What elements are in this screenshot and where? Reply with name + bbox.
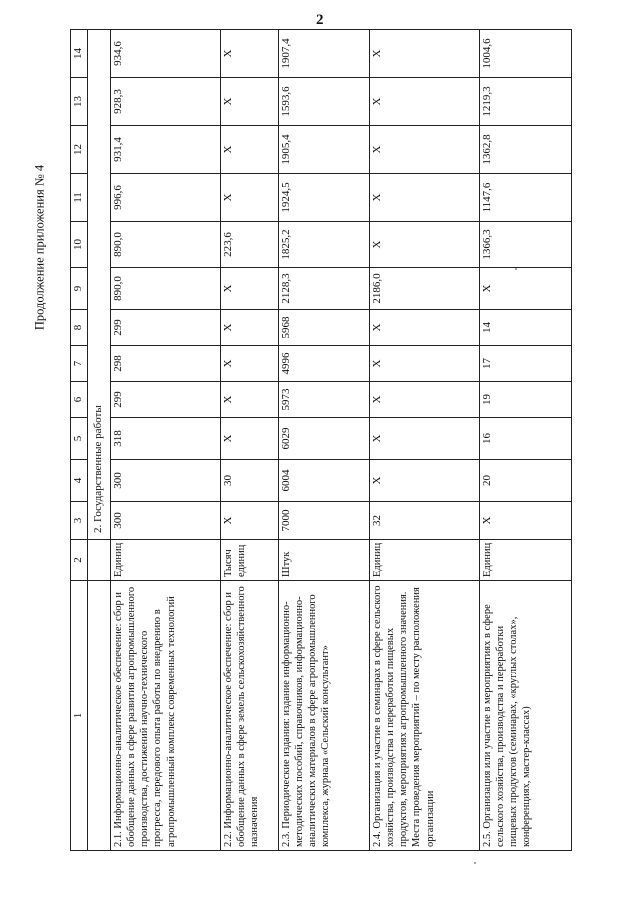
data-table xyxy=(70,29,572,851)
table-cell: X xyxy=(480,502,572,540)
table-cell: X xyxy=(480,268,572,310)
table-cell: 890,0 xyxy=(111,268,221,310)
column-header: 5 xyxy=(71,418,88,460)
table-row xyxy=(480,30,572,851)
table-cell: X xyxy=(221,502,279,540)
page-number: 2 xyxy=(316,12,324,28)
table-cell: 2186,0 xyxy=(370,268,480,310)
table-cell: 931,4 xyxy=(111,126,221,174)
table-cell: 5973 xyxy=(279,382,370,418)
table-cell: 299 xyxy=(111,310,221,346)
table-cell: 4996 xyxy=(279,346,370,382)
section-spacer xyxy=(88,581,111,851)
column-header: 9 xyxy=(71,268,88,310)
row-name: 2.1. Информационно-аналитическое обеспечение: сбор и обобщение данных в сфере развития агропромышленного производства, достижений научно-технического прогресса, передового опыта работы по внедрению в агропромышленный комплекс современных технологий xyxy=(111,581,221,851)
continuation-wrap xyxy=(30,40,50,460)
table-cell: 1593,6 xyxy=(279,78,370,126)
table-cell: 14 xyxy=(480,310,572,346)
table-cell: 5968 xyxy=(279,310,370,346)
table-cell: 928,3 xyxy=(111,78,221,126)
column-header: 6 xyxy=(71,382,88,418)
table-cell: 934,6 xyxy=(111,30,221,78)
row-name: 2.5. Организация или участие в мероприятиях в сфере сельского хозяйства, производства и переработки пищевых продуктов (семинарах, «круглых столах», конференциях, мастер-классах) xyxy=(480,581,572,851)
table-cell: X xyxy=(370,126,480,174)
table-cell: X xyxy=(370,174,480,222)
table-cell: 299 xyxy=(111,382,221,418)
table-cell: 16 xyxy=(480,418,572,460)
table-row xyxy=(279,30,370,851)
table-cell: X xyxy=(370,310,480,346)
column-header: 4 xyxy=(71,460,88,502)
table-cell: 2128,3 xyxy=(279,268,370,310)
table-cell: X xyxy=(221,78,279,126)
table-row xyxy=(221,30,279,851)
table-cell: X xyxy=(221,126,279,174)
section-row xyxy=(88,30,111,851)
column-header: 3 xyxy=(71,502,88,540)
continuation-note: Продолжение приложения № 4 xyxy=(32,164,47,331)
scan-speck xyxy=(474,862,476,864)
table-cell: X xyxy=(370,30,480,78)
table-cell: 1905,4 xyxy=(279,126,370,174)
table-cell: 1219,3 xyxy=(480,78,572,126)
column-header: 7 xyxy=(71,346,88,382)
table-cell: X xyxy=(221,346,279,382)
table-cell: 1147,6 xyxy=(480,174,572,222)
table-cell: 1004,6 xyxy=(480,30,572,78)
table-cell: 17 xyxy=(480,346,572,382)
table-cell: X xyxy=(370,382,480,418)
row-unit: Штук xyxy=(279,540,370,581)
row-name: 2.4. Организация и участие в семинарах в сфере сельского хозяйства, производства и переработки пищевых продуктов, мероприятиях агропромышленного значения. Места проведения мероприятий – по месту расположения организации xyxy=(370,581,480,851)
column-header: 10 xyxy=(71,222,88,268)
column-header: 11 xyxy=(71,174,88,222)
table-cell: 298 xyxy=(111,346,221,382)
table-cell: 223,6 xyxy=(221,222,279,268)
table-cell: 19 xyxy=(480,382,572,418)
table-cell: X xyxy=(221,418,279,460)
column-header: 14 xyxy=(71,30,88,78)
table-cell: X xyxy=(370,418,480,460)
table-row xyxy=(111,30,221,851)
row-name: 2.3. Периодические издания: издание информационно-методических пособий, справочников, информационно-аналитических материалов в сфере агропромышленного комплекса, журнала «Сельский консультант» xyxy=(279,581,370,851)
table-cell: X xyxy=(370,460,480,502)
table-cell: X xyxy=(370,222,480,268)
section-spacer xyxy=(88,540,111,581)
table-cell: 7000 xyxy=(279,502,370,540)
table-cell: X xyxy=(221,174,279,222)
column-header: 12 xyxy=(71,126,88,174)
table-cell: 996,6 xyxy=(111,174,221,222)
table-row xyxy=(370,30,480,851)
column-header: 13 xyxy=(71,78,88,126)
table-cell: 1924,5 xyxy=(279,174,370,222)
row-unit: Единиц xyxy=(111,540,221,581)
table-cell: 6004 xyxy=(279,460,370,502)
row-unit: Единиц xyxy=(370,540,480,581)
table-cell: X xyxy=(370,78,480,126)
table-cell: X xyxy=(221,382,279,418)
section-title: 2. Государственные работы xyxy=(88,30,111,540)
table-cell: 6029 xyxy=(279,418,370,460)
table-cell: 20 xyxy=(480,460,572,502)
table-cell: 300 xyxy=(111,460,221,502)
row-unit: Единиц xyxy=(480,540,572,581)
row-unit: Тысяч единиц xyxy=(221,540,279,581)
table-cell: 1907,4 xyxy=(279,30,370,78)
rotated-table-container xyxy=(70,30,558,851)
table-cell: 318 xyxy=(111,418,221,460)
row-name: 2.2. Информационно-аналитическое обеспечение: сбор и обобщение данных в сфере земель сельскохозяйственного назначения xyxy=(221,581,279,851)
table-cell: 32 xyxy=(370,502,480,540)
column-header: 1 xyxy=(71,581,88,851)
table-cell: 1362,8 xyxy=(480,126,572,174)
table-cell: X xyxy=(221,30,279,78)
table-cell: X xyxy=(370,346,480,382)
table-cell: 300 xyxy=(111,502,221,540)
table-cell: 30 xyxy=(221,460,279,502)
scan-speck xyxy=(515,268,517,270)
column-header-row xyxy=(71,30,88,851)
table-cell: X xyxy=(221,268,279,310)
table-cell: 1825,2 xyxy=(279,222,370,268)
table-cell: X xyxy=(221,310,279,346)
column-header: 8 xyxy=(71,310,88,346)
table-cell: 890,0 xyxy=(111,222,221,268)
column-header: 2 xyxy=(71,540,88,581)
table-cell: 1366,3 xyxy=(480,222,572,268)
